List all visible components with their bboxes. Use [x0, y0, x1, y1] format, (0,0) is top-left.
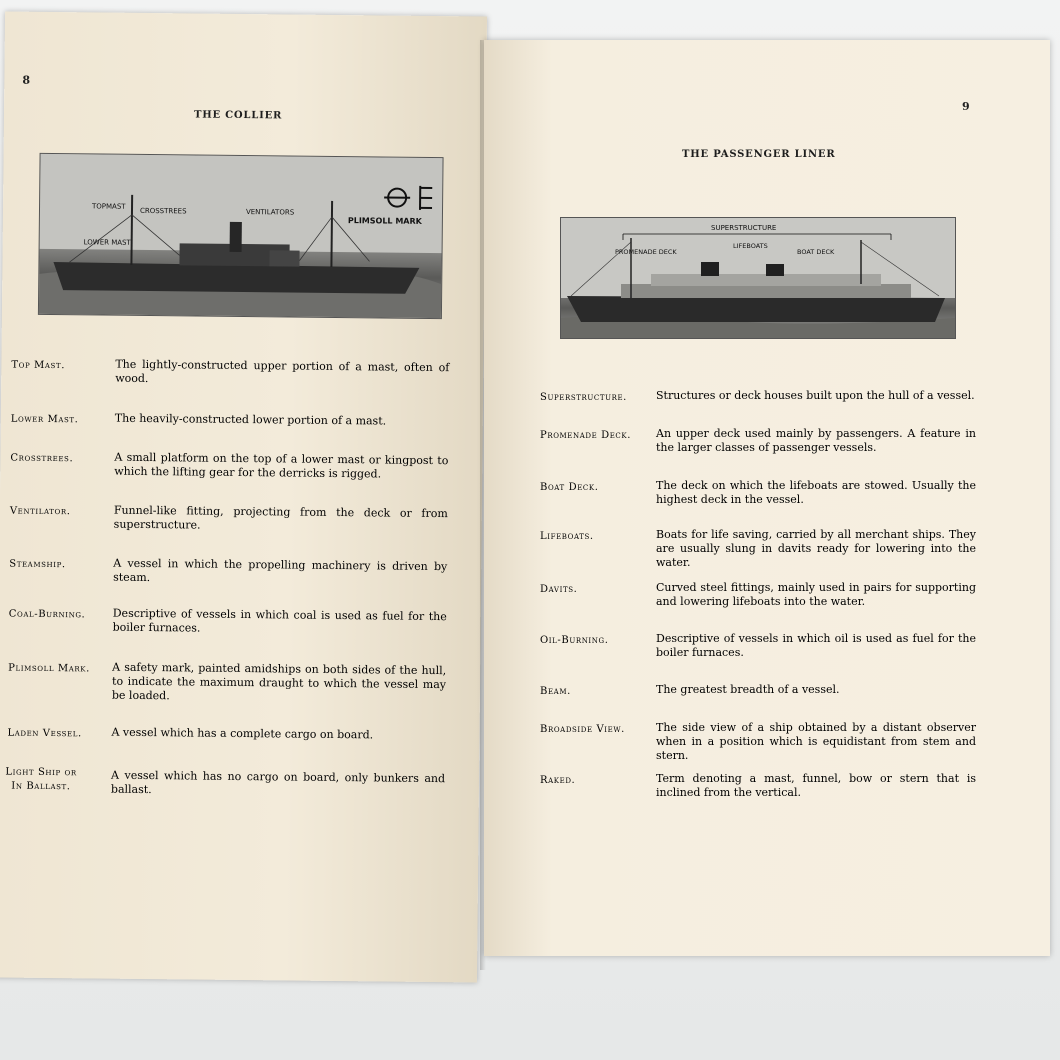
- page-title: THE PASSENGER LINER: [682, 149, 836, 160]
- definition-light-ship: A vessel which has no cargo on board, only bunkers and ballast.: [110, 768, 446, 797]
- right-page: [484, 40, 1050, 956]
- label-ventilators: VENTILATORS: [245, 208, 295, 217]
- term-oil-burning: Oil-Burning.: [540, 635, 609, 646]
- term-coal-burning: Coal-Burning.: [8, 608, 86, 621]
- liner-ship-drawing: [561, 218, 955, 338]
- definition-oil-burning: Descriptive of vessels in which oil is used as fuel for the boiler furnaces.: [656, 632, 976, 659]
- term-boat-deck: Boat Deck.: [540, 482, 599, 493]
- term-plimsoll-mark: Plimsoll Mark.: [8, 662, 90, 675]
- term-lifeboats: Lifeboats.: [540, 531, 594, 542]
- term-promenade-deck: Promenade Deck.: [540, 430, 631, 441]
- term-in-ballast: In Ballast.: [11, 780, 71, 793]
- collier-ship-drawing: [39, 154, 443, 318]
- term-superstructure: Superstructure.: [540, 392, 627, 403]
- definition-plimsoll-mark: A safety mark, painted amidships on both sides of the hull, to indicate the maximum draught to which the vessel may be loaded.: [111, 660, 447, 703]
- definition-beam: The greatest breadth of a vessel.: [656, 683, 840, 696]
- definition-superstructure: Structures or deck houses built upon the hull of a vessel.: [656, 389, 975, 402]
- term-laden-vessel: Laden Vessel.: [7, 727, 82, 740]
- label-lower-mast: LOWER MAST: [83, 238, 131, 247]
- page-title: THE COLLIER: [193, 109, 283, 122]
- term-ventilator: Ventilator.: [9, 505, 71, 518]
- term-davits: Davits.: [540, 584, 578, 595]
- term-raked: Raked.: [540, 775, 576, 786]
- label-topmast: TOPMAST: [91, 202, 126, 211]
- collier-illustration: [38, 153, 444, 319]
- term-light-ship: Light Ship or: [5, 766, 77, 779]
- definition-raked: Term denoting a mast, funnel, bow or stern that is inclined from the vertical.: [656, 772, 976, 799]
- label-boat-deck: BOAT DECK: [797, 248, 835, 256]
- term-crosstrees: Crosstrees.: [10, 452, 74, 465]
- term-lower-mast: Lower Mast.: [10, 413, 79, 426]
- definition-boat-deck: The deck on which the lifeboats are stowed. Usually the highest deck in the vessel.: [656, 479, 976, 506]
- passenger-liner-illustration: [560, 217, 956, 339]
- label-plimsoll-mark: PLIMSOLL MARK: [347, 216, 422, 226]
- definition-lower-mast: The heavily-constructed lower portion of a mast.: [114, 411, 387, 428]
- definition-broadside-view: The side view of a ship obtained by a distant observer when in a position which is equidistant from stem and stern.: [656, 721, 976, 762]
- term-broadside-view: Broadside View.: [540, 724, 625, 735]
- definition-promenade-deck: An upper deck used mainly by passengers. A feature in the larger classes of passenger vessels.: [656, 427, 976, 454]
- definition-laden-vessel: A vessel which has a complete cargo on board.: [111, 725, 374, 742]
- page-number: 8: [22, 73, 31, 87]
- page-number: 9: [962, 100, 970, 113]
- left-page: [0, 12, 487, 983]
- label-superstructure: SUPERSTRUCTURE: [711, 224, 777, 232]
- definition-ventilator: Funnel-like fitting, projecting from the deck or from superstructure.: [113, 503, 448, 532]
- term-beam: Beam.: [540, 686, 571, 697]
- definition-coal-burning: Descriptive of vessels in which coal is used as fuel for the boiler furnaces.: [112, 606, 447, 635]
- definition-lifeboats: Boats for life saving, carried by all merchant ships. They are usually slung in davits ready for lowering into the water.: [656, 528, 976, 569]
- definition-top-mast: The lightly-constructed upper portion of a mast, often of wood.: [115, 357, 450, 386]
- term-top-mast: Top Mast.: [11, 359, 66, 372]
- label-promenade-deck: PROMENADE DECK: [615, 248, 677, 256]
- definition-crosstrees: A small platform on the top of a lower mast or kingpost to which the lifting gear for the derricks is rigged.: [114, 450, 449, 481]
- label-crosstrees: CROSSTREES: [139, 206, 187, 216]
- definition-steamship: A vessel in which the propelling machinery is driven by steam.: [113, 556, 448, 585]
- definition-davits: Curved steel fittings, mainly used in pairs for supporting and lowering lifeboats into the water.: [656, 581, 976, 608]
- term-steamship: Steamship.: [9, 558, 66, 571]
- label-lifeboats: LIFEBOATS: [733, 242, 768, 250]
